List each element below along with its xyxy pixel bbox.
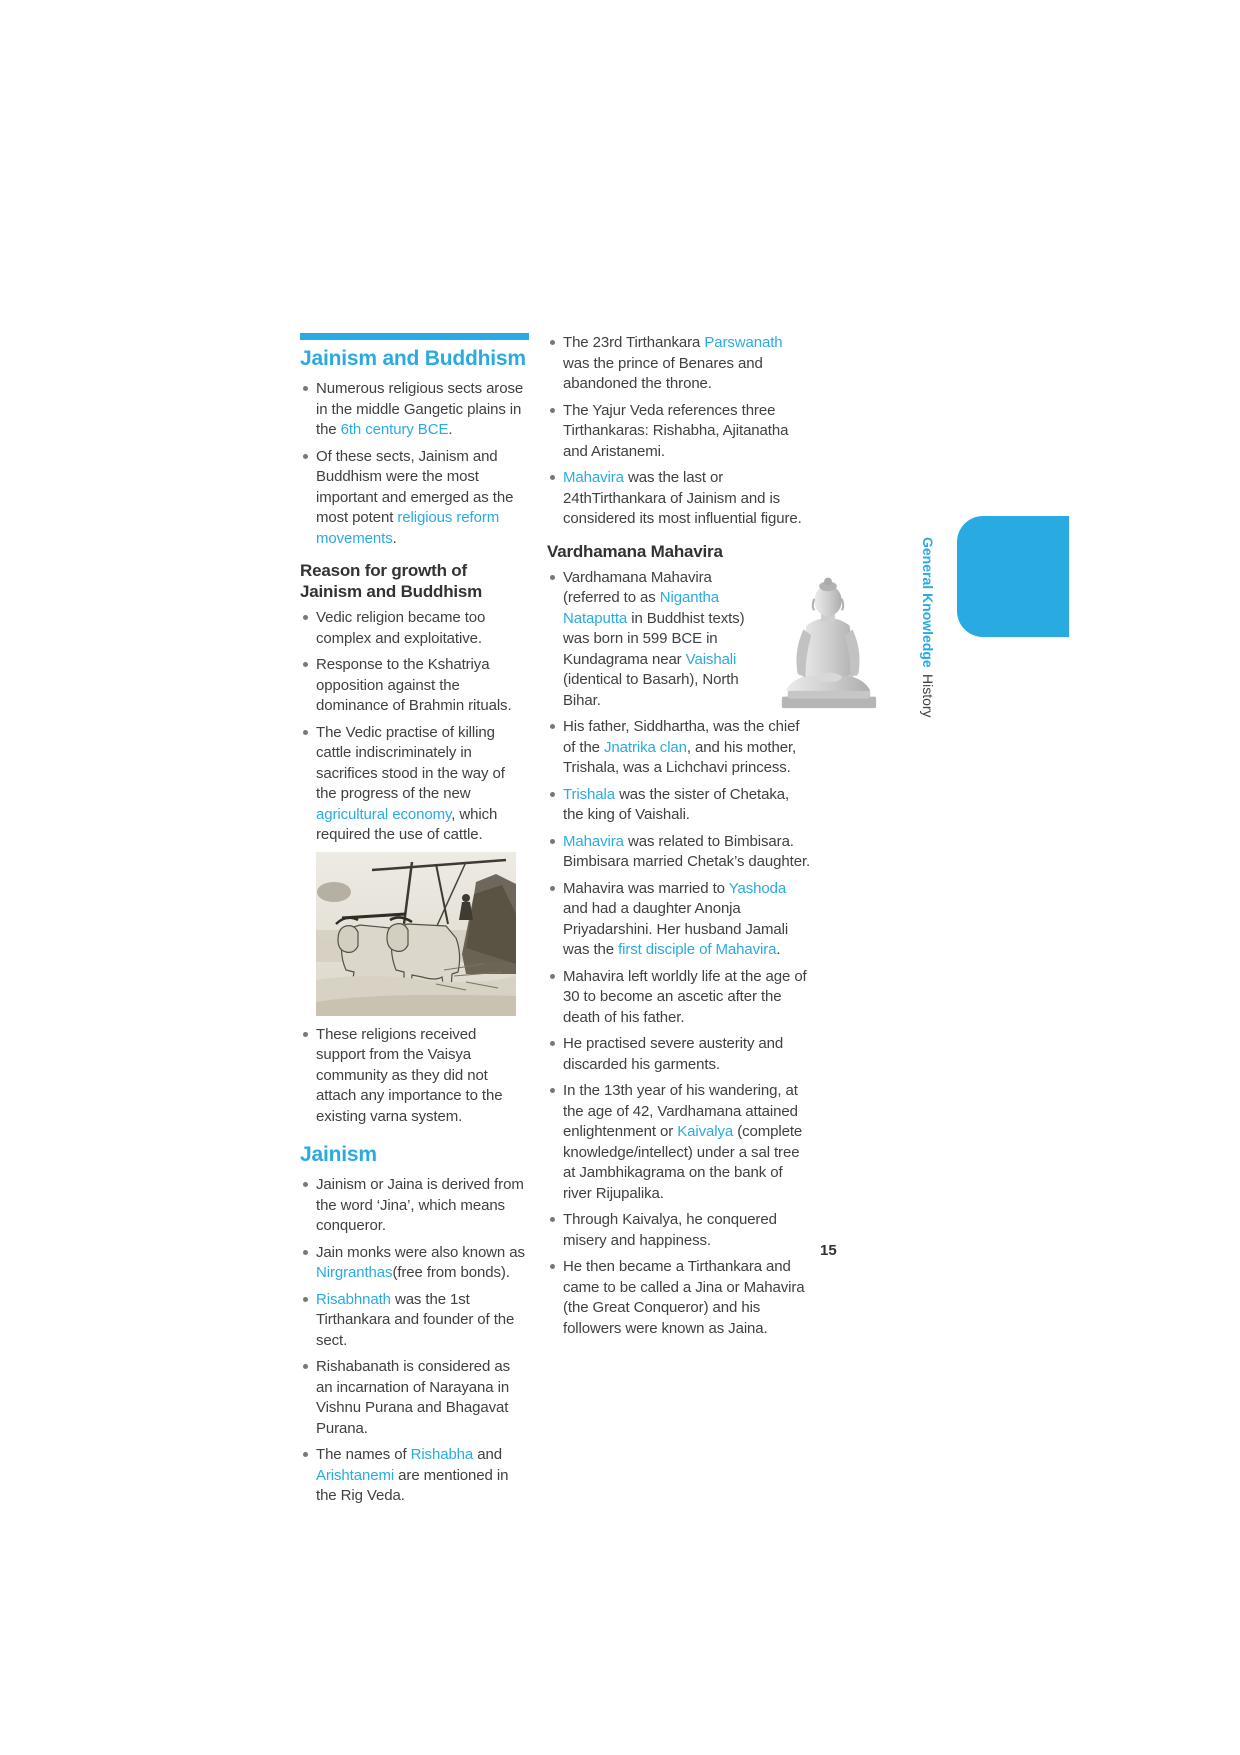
bullet-item [547, 785, 812, 826]
text-run: Rishabanath is considered as an incarnation of Narayana in Vishnu Purana and Bhagavat Purana. [316, 1358, 510, 1437]
section-heading: Jainism and Buddhism [300, 347, 526, 370]
bullet-item [547, 967, 812, 1029]
bullet-item [300, 1290, 529, 1352]
text-run: in Buddhist texts) was born in 599 BCE in Kundagrama near [563, 609, 745, 668]
highlighted-term: agricultural economy [316, 805, 452, 823]
bullet-item [300, 447, 529, 550]
text-run: In the 13th year of his wandering, at the age of 42, Vardhamana attained enlightenment or [563, 1082, 798, 1140]
bullet-item [300, 723, 529, 846]
bullet-list [300, 1175, 529, 1507]
highlighted-term: Risabhnath [316, 1290, 391, 1308]
text-run: (identical to Basarh), North Bihar. [563, 671, 739, 709]
bullet-item [547, 717, 812, 779]
text-run: The Yajur Veda references three Tirthankaras: Rishabha, Ajitanatha and Aristanemi. [563, 401, 789, 460]
text-run: was the 1st Tirthankara and founder of the sect. [316, 1290, 515, 1349]
text-run: Numerous religious sects arose in the middle Gangetic plains in the [316, 380, 524, 438]
text-run: The 23rd Tirthankara [563, 334, 705, 351]
text-run: Mahavira left worldly life at the age of 30 to become an ascetic after the death of his father. [563, 967, 807, 1026]
text-run: Jain monks were also known as [316, 1243, 525, 1261]
highlighted-term: first disciple of Mahavira [618, 941, 777, 958]
bullet-item [300, 1445, 529, 1507]
highlighted-term: Nirgranthas [316, 1264, 393, 1281]
highlighted-term: Vaishali [685, 650, 737, 668]
left-column [300, 333, 529, 1513]
text-run: . [448, 421, 453, 438]
mahavira-statue-image [774, 570, 882, 712]
highlighted-term: Kaivalya [677, 1123, 734, 1140]
sidebar-vertical-label [920, 537, 936, 767]
bullet-list [300, 379, 529, 549]
bullet-item [547, 832, 812, 873]
text-run: , which required the use of cattle. [316, 805, 498, 843]
text-run: Vedic religion became too complex and exploitative. [316, 609, 486, 647]
text-run: He then became a Tirthankara and came to be called a Jina or Mahavira (the Great Conqueror) and his followers were known as Jaina. [563, 1258, 805, 1337]
text-run: Of these sects, Jainism and Buddhism were the most important and emerged as the most potent [316, 447, 514, 526]
text-run: He practised severe austerity and discarded his garments. [563, 1035, 784, 1073]
bullet-list [300, 608, 529, 846]
page-number: 15 [820, 1242, 837, 1259]
bullet-item [547, 1034, 812, 1075]
text-run: was related to Bimbisara. Bimbisara married Chetak’s daughter. [563, 832, 811, 870]
text-run: are mentioned in the Rig Veda. [316, 1466, 509, 1504]
section-heading: Jainism [300, 1143, 377, 1166]
highlighted-term: Mahavira [563, 832, 624, 850]
sidebar-section-label: History [920, 673, 936, 718]
text-run: Jainism or Jaina is derived from the word ‘Jina’, which means conqueror. [316, 1176, 524, 1234]
text-run: Response to the Kshatriya opposition against the dominance of Brahmin rituals. [316, 656, 512, 714]
sidebar-series-label: General Knowledge [920, 537, 936, 668]
highlighted-term: Trishala [563, 785, 615, 803]
bullet-item [300, 655, 529, 717]
bullet-item [300, 1243, 529, 1284]
text-run: , and his mother, Trishala, was a Lichchavi princess. [563, 738, 797, 776]
bullet-item [547, 468, 812, 530]
highlighted-term: Mahavira [563, 469, 624, 486]
bullet-item [547, 1257, 812, 1339]
text-run: His father, Siddhartha, was the chief of the [563, 718, 800, 756]
bullet-item [300, 1175, 529, 1237]
bullet-item [547, 1081, 812, 1204]
text-run: was the prince of Benares and abandoned the throne. [563, 354, 763, 392]
bullet-list [300, 1025, 529, 1128]
bullet-item [547, 333, 812, 395]
highlighted-term: Arishtanemi [316, 1466, 395, 1484]
text-run: and [473, 1446, 502, 1463]
mahavira-statue-graphic [774, 570, 882, 712]
highlighted-term: Rishabha [410, 1446, 474, 1463]
highlighted-term: religious reform movements [316, 509, 500, 547]
bullet-item [300, 1357, 529, 1439]
chapter-edge-tab [957, 516, 1069, 637]
text-run: (free from bonds). [392, 1264, 510, 1281]
bullet-item [547, 1210, 812, 1251]
text-run: and had a daughter Anonja Priyadarshini. Her husband Jamali was the [563, 900, 789, 958]
bullet-item [547, 401, 812, 463]
text-run: The names of [316, 1446, 411, 1463]
bullet-item [547, 879, 812, 961]
bullet-item [300, 608, 529, 649]
article-body [300, 333, 812, 1513]
right-column [547, 333, 812, 1345]
highlighted-term: Nigantha Nataputta [563, 589, 720, 627]
text-run: Mahavira was married to [563, 879, 729, 897]
subsection-heading: Reason for growth of Jainism and Buddhism [300, 561, 483, 601]
text-run: . [392, 529, 397, 547]
highlighted-term: Parswanath [704, 334, 783, 351]
heading-rule [300, 333, 529, 340]
text-run: was the sister of Chetaka, the king of Vaishali. [563, 785, 790, 823]
bullet-item [300, 379, 529, 441]
bullet-list [547, 568, 812, 1340]
text-run: (complete knowledge/intellect) under a sal tree at Jambhikagrama on the bank of river Rijupalika. [563, 1123, 803, 1202]
highlighted-term: Jnatrika clan [604, 738, 687, 756]
cattle-engraving-graphic [316, 852, 516, 1016]
text-run: Vardhamana Mahavira (referred to as [563, 568, 712, 606]
cattle-engraving-image [316, 852, 516, 1016]
highlighted-term: Yashoda [728, 879, 787, 897]
bullet-item [300, 1025, 529, 1128]
text-run: The Vedic practise of killing cattle indiscriminately in sacrifices stood in the way of the progress of the new [316, 723, 505, 802]
text-run: These religions received support from the Vaisya community as they did not attach any importance to the existing varna system. [316, 1025, 503, 1125]
text-run: Through Kaivalya, he conquered misery and happiness. [563, 1211, 777, 1249]
highlighted-term: 6th century BCE [340, 421, 449, 438]
text-run: . [776, 941, 781, 958]
bullet-item [547, 568, 812, 712]
text-run: was the last or 24thTirthankara of Jainism and is considered its most influential figure. [563, 469, 802, 527]
subsection-heading: Vardhamana Mahavira [547, 541, 723, 561]
bullet-list [547, 333, 812, 530]
